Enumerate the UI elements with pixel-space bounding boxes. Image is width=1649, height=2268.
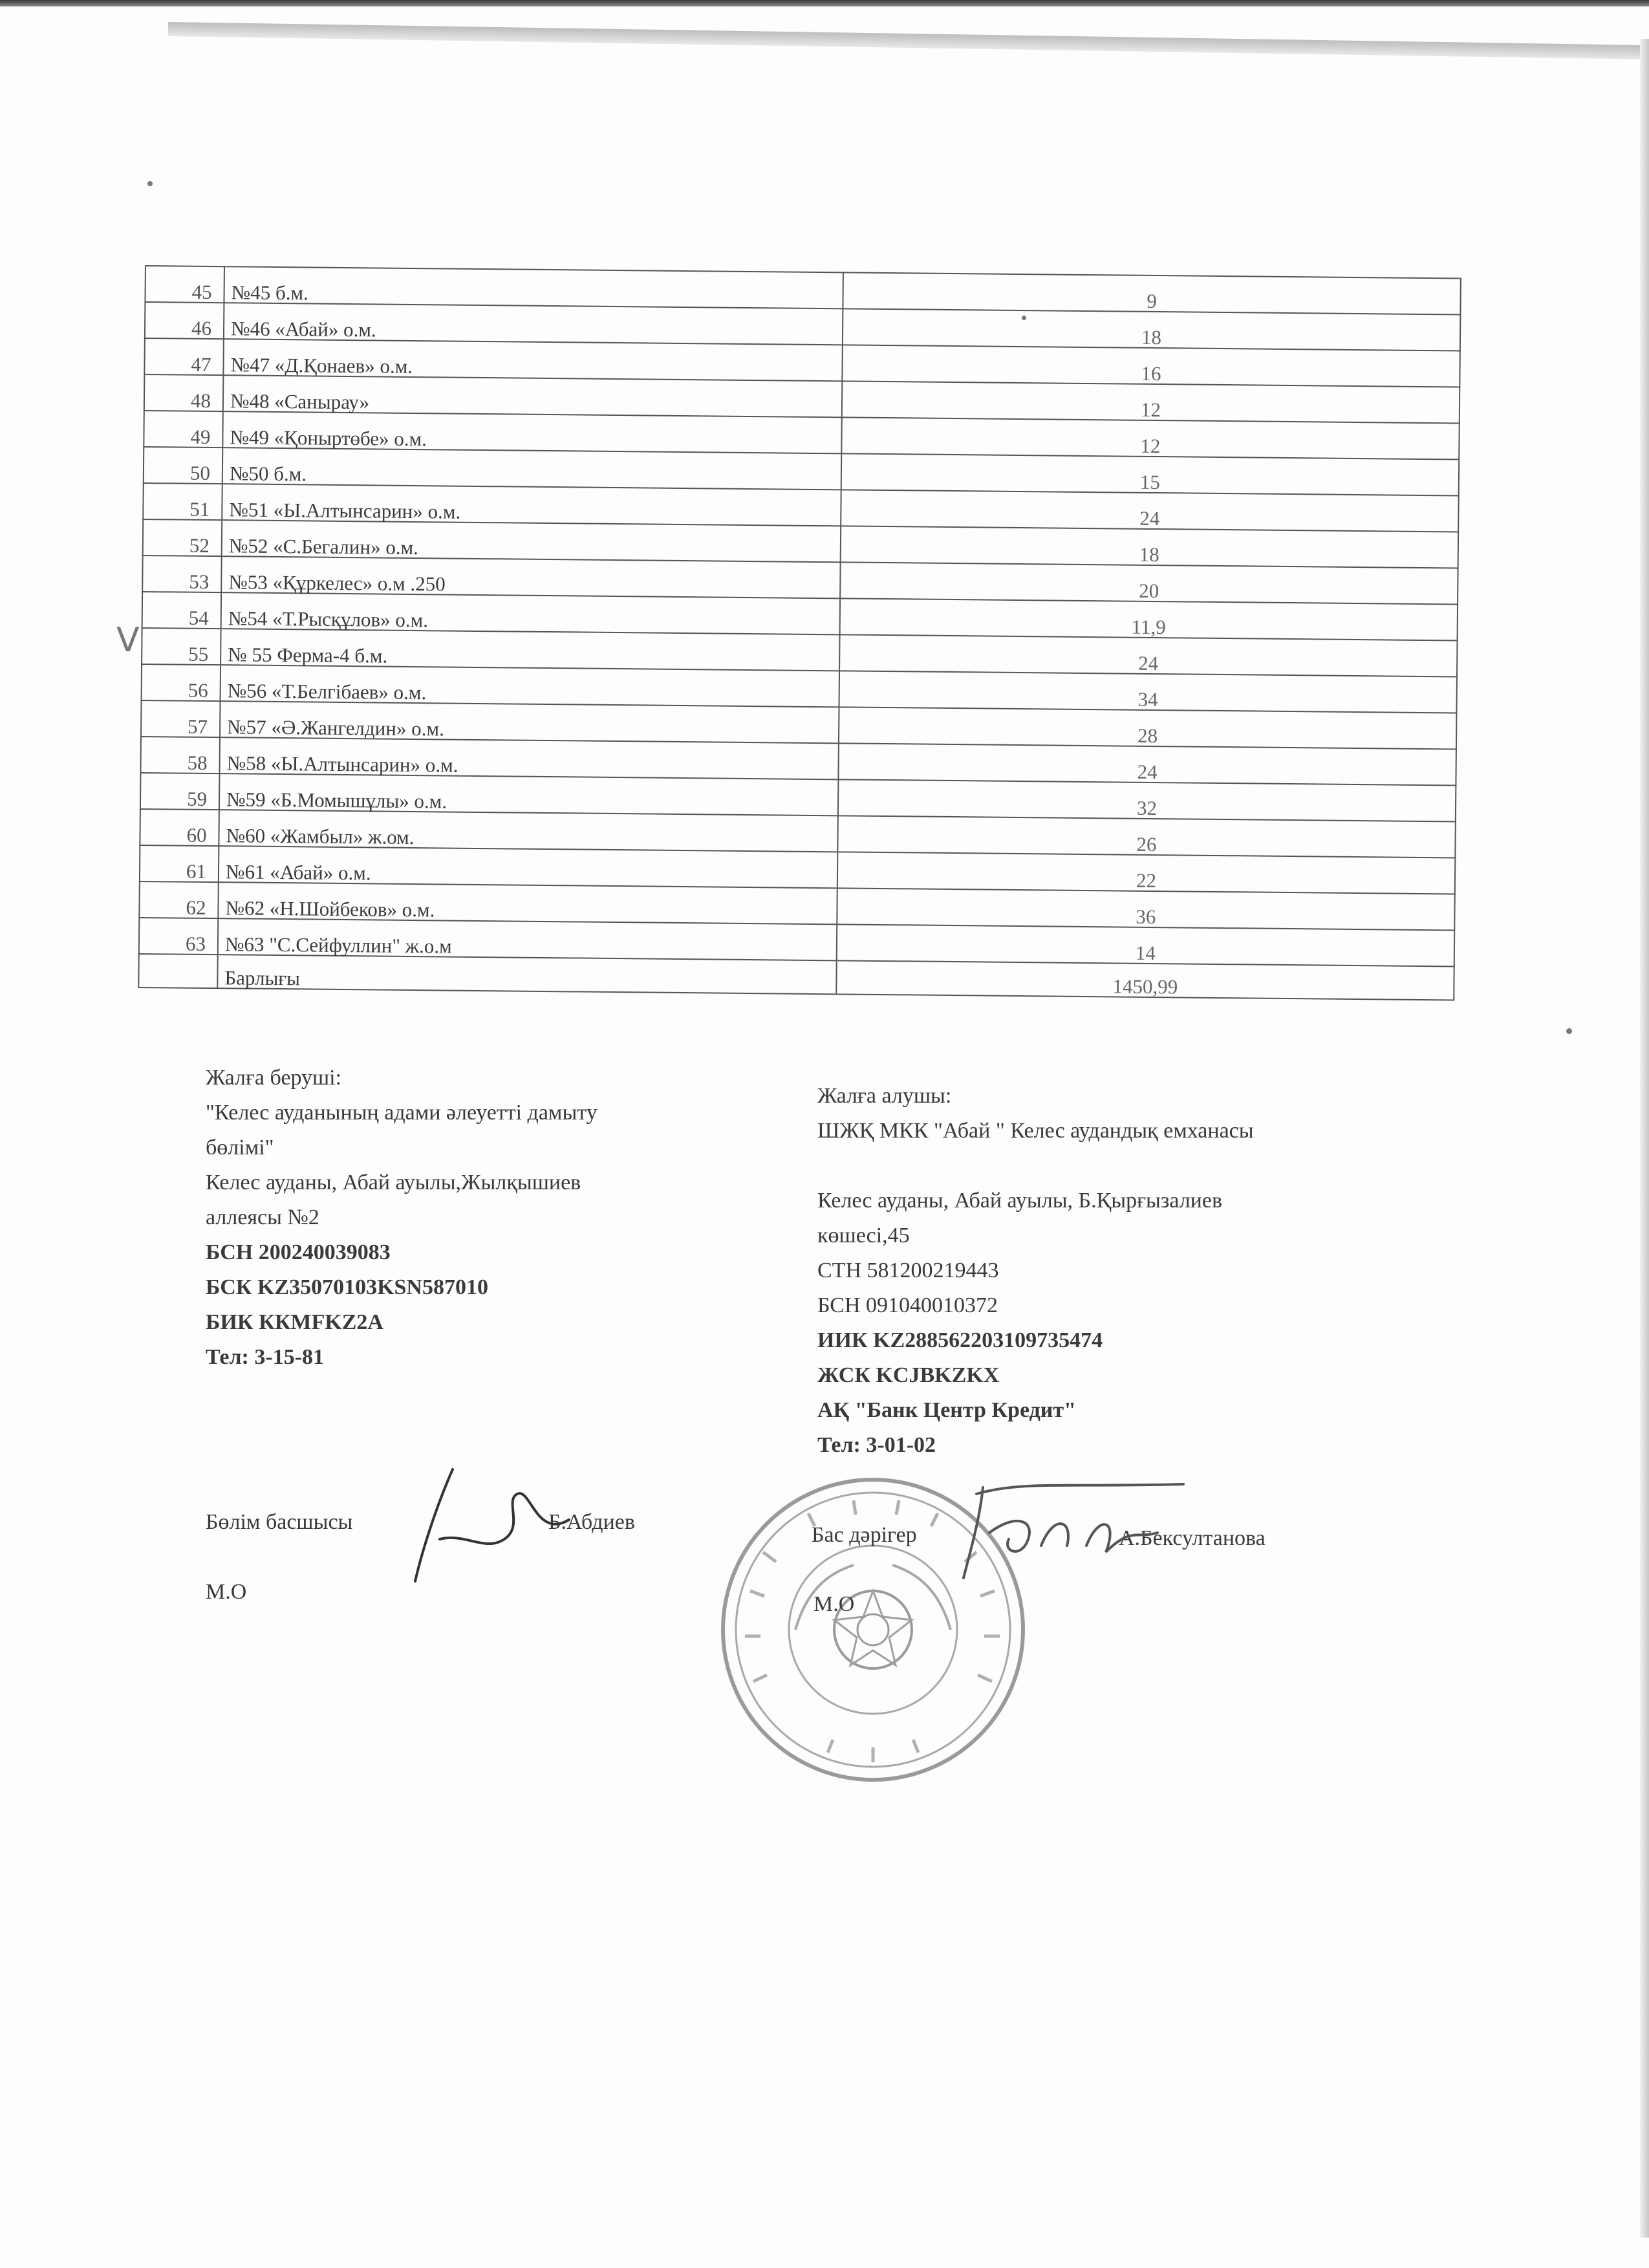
- lessee-spacer: [817, 1149, 1464, 1183]
- lessor-signer: Б.Абдиев: [548, 1510, 635, 1534]
- lessor-bsn: БСН 200240039083: [206, 1240, 391, 1264]
- row-number: 53: [142, 556, 222, 592]
- lessor-org-line2: бөлімі": [206, 1136, 274, 1160]
- row-value: 9: [843, 272, 1460, 314]
- row-value: 24: [838, 743, 1456, 785]
- lessor-seal-place: М.О: [206, 1580, 247, 1604]
- row-value: 15: [841, 453, 1459, 495]
- row-name: №50 б.м.: [222, 448, 841, 490]
- row-name: №61 «Абай» о.м.: [219, 846, 837, 888]
- scan-shadow-band: [168, 22, 1643, 59]
- row-name: №46 «Абай» о.м.: [224, 303, 843, 345]
- row-number: 57: [141, 700, 221, 737]
- lessee-bank: АҚ "Банк Центр Кредит": [817, 1398, 1076, 1422]
- row-name: №47 «Д.Қонаев» о.м.: [223, 339, 842, 381]
- row-number: 51: [143, 483, 222, 520]
- row-name: №51 «Ы.Алтынсарин» о.м.: [222, 484, 841, 526]
- lessee-seal-place: М.О: [814, 1592, 855, 1616]
- lessor-address-line2: аллеясы №2: [206, 1205, 319, 1229]
- row-value: 18: [843, 308, 1460, 351]
- scan-top-edge: [0, 0, 1649, 6]
- row-name: №45 б.м.: [224, 266, 843, 308]
- row-number: 47: [144, 338, 224, 375]
- lessor-bsk: БСК KZ35070103KSN587010: [206, 1275, 488, 1299]
- row-name: №59 «Б.Момышұлы» о.м.: [219, 773, 838, 815]
- lessee-signature-icon: [944, 1474, 1190, 1584]
- allocation-table: [138, 265, 1461, 1000]
- lessee-iik: ИИК KZ288562203109735474: [817, 1328, 1103, 1352]
- total-label: Барлығы: [217, 955, 836, 994]
- row-name: №52 «С.Бегалин» о.м.: [222, 520, 841, 562]
- row-number: 55: [142, 628, 221, 665]
- row-number: 61: [140, 845, 219, 882]
- lessor-block: [206, 1061, 788, 1375]
- row-value: 36: [837, 888, 1454, 930]
- row-name: №49 «Қоныртөбе» о.м.: [222, 411, 841, 453]
- total-num-cell: [138, 954, 217, 988]
- lessor-signature-icon: [407, 1462, 576, 1584]
- lessor-org-line1: "Келес ауданының адами әлеуетті дамыту: [206, 1101, 598, 1125]
- lessor-heading: Жалға беруші:: [206, 1066, 342, 1090]
- row-number: 46: [145, 302, 224, 339]
- row-value: 24: [839, 634, 1457, 676]
- row-value: 26: [837, 815, 1455, 858]
- speck: [1566, 1028, 1572, 1034]
- lessor-address-line1: Келес ауданы, Абай ауылы,Жылқышиев: [206, 1171, 581, 1194]
- table-body: [139, 266, 1461, 966]
- row-name: № 55 Ферма-4 б.м.: [221, 629, 839, 671]
- row-name: №57 «Ә.Жангелдин» о.м.: [220, 701, 839, 743]
- row-value: 34: [839, 671, 1456, 713]
- lessee-heading: Жалға алушы:: [817, 1084, 952, 1108]
- row-value: 32: [838, 779, 1456, 821]
- row-number: 49: [144, 411, 223, 448]
- row-name: №53 «Құркелес» о.м .250: [221, 556, 840, 598]
- lessor-tel: Тел: 3-15-81: [206, 1345, 325, 1369]
- row-value: 12: [842, 381, 1460, 423]
- row-name: №56 «Т.Белгібаев» о.м.: [221, 665, 839, 707]
- row-value: 28: [839, 707, 1456, 749]
- lessor-bik: БИК ККМFKZ2A: [206, 1310, 383, 1334]
- row-name: №60 «Жамбыл» ж.ом.: [219, 810, 837, 852]
- scan-right-edge: [1640, 39, 1649, 2238]
- lessee-signer: А.Бексултанова: [1119, 1526, 1266, 1550]
- row-value: 12: [841, 417, 1459, 459]
- lessee-tel: Тел: 3-01-02: [817, 1433, 936, 1457]
- row-number: 56: [142, 664, 221, 701]
- row-number: 59: [140, 773, 220, 810]
- row-number: 60: [140, 809, 219, 846]
- row-name: №54 «Т.Рысқұлов» о.м.: [221, 592, 840, 634]
- row-value: 24: [841, 490, 1458, 532]
- lessee-org: ШЖҚ МКК "Абай " Келес аудандық емханасы: [817, 1119, 1254, 1143]
- row-name: №58 «Ы.Алтынсарин» о.м.: [219, 737, 838, 779]
- row-number: 62: [139, 881, 219, 918]
- row-value: 20: [840, 562, 1458, 604]
- row-number: 52: [143, 519, 222, 556]
- row-value: 11,9: [840, 598, 1458, 640]
- row-value: 14: [837, 924, 1454, 966]
- lessee-address-line1: Келес ауданы, Абай ауылы, Б.Қырғызалиев: [817, 1189, 1223, 1213]
- row-value: 22: [837, 852, 1455, 894]
- row-number: 54: [142, 592, 222, 629]
- lessee-bsn: БСН 091040010372: [817, 1293, 998, 1317]
- row-number: 45: [145, 266, 224, 303]
- lessor-position: Бөлім басшысы: [206, 1510, 353, 1534]
- total-value: 1450,99: [836, 960, 1454, 1000]
- row-number: 50: [144, 447, 223, 484]
- row-value: 18: [841, 526, 1458, 568]
- row-number: 48: [144, 374, 224, 411]
- margin-check-mark: V: [116, 621, 140, 660]
- row-name: №48 «Санырау»: [223, 375, 842, 417]
- lessee-stn: СТН 581200219443: [817, 1258, 999, 1282]
- speck: [147, 181, 153, 186]
- lessee-address-line2: көшесі,45: [817, 1224, 910, 1247]
- row-name: №63 "С.Сейфуллин" ж.о.м: [218, 918, 837, 960]
- lessee-zhsk: ЖСК KCJBKZKX: [817, 1363, 1000, 1387]
- row-number: 58: [140, 737, 220, 773]
- lessee-position: Бас дәрігер: [812, 1523, 917, 1547]
- row-number: 63: [139, 918, 219, 955]
- lessee-block: [817, 1079, 1464, 1463]
- row-name: №62 «Н.Шойбеков» о.м.: [218, 882, 837, 924]
- row-value: 16: [842, 345, 1460, 387]
